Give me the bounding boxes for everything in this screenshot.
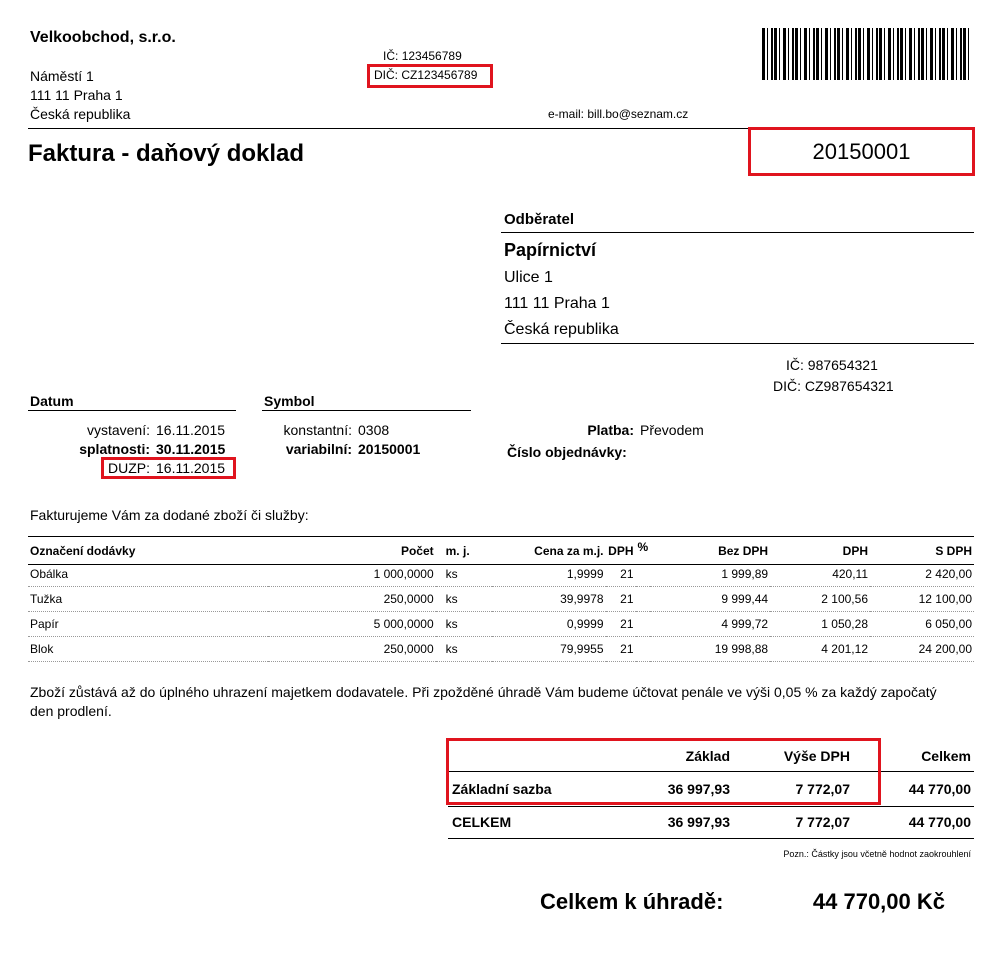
col-net: Bez DPH	[718, 544, 769, 558]
col-gross: S DPH	[935, 544, 972, 558]
summary-mid-line	[448, 806, 974, 807]
highlight-seller-dic	[367, 64, 493, 88]
issued-label: vystavení:	[86, 422, 150, 438]
retention-note: Zboží zůstává až do úplného uhrazení majetkem dodavatele. Při zpožděné úhradě Vám budeme účtovat penále ve výši 0,05 % za každý započatý den prodlení.	[30, 684, 937, 719]
item-name: Tužka	[28, 587, 268, 612]
due-label: splatnosti:	[79, 441, 150, 457]
item-vat: 21	[606, 612, 636, 637]
customer-dic	[773, 378, 894, 394]
item-qty: 250,0000	[268, 637, 436, 662]
customer-ic-label: IČ:	[786, 357, 804, 373]
total-label: CELKEM	[452, 814, 512, 830]
col-vat-percent: %	[637, 540, 649, 554]
total-base: 36 997,93	[667, 814, 730, 830]
item-unit: ks	[436, 587, 492, 612]
seller-email-value: bill.bo@seznam.cz	[587, 107, 689, 121]
seller-dic-label: DIČ:	[374, 68, 398, 82]
customer-name: Papírnictví	[504, 240, 597, 260]
item-tax: 1 050,28	[770, 612, 870, 637]
items-top-line	[28, 536, 974, 537]
item-unit: ks	[436, 562, 492, 587]
due-date: 30.11.2015	[156, 441, 226, 457]
table-row	[28, 637, 974, 662]
summary-col-total: Celkem	[921, 748, 971, 764]
items-table	[28, 540, 974, 662]
seller-name: Velkoobchod, s.r.o.	[30, 29, 176, 46]
rate-label: Základní sazba	[452, 781, 552, 797]
item-vat: 21	[606, 562, 636, 587]
intro-text: Fakturujeme Vám za dodané zboží či služby:	[30, 507, 309, 523]
customer-bottom-line	[501, 343, 974, 344]
col-tax: DPH	[842, 544, 868, 558]
item-gross: 6 050,00	[870, 612, 974, 637]
customer-dic-label: DIČ:	[773, 378, 801, 394]
item-name: Obálka	[28, 562, 268, 587]
customer-ic-value: 987654321	[807, 357, 878, 373]
seller-country: Česká republika	[30, 106, 131, 122]
symbols-heading-line	[262, 410, 471, 411]
customer-street: Ulice 1	[504, 269, 553, 286]
item-qty: 5 000,0000	[268, 612, 436, 637]
item-net: 1 999,89	[650, 562, 770, 587]
customer-dic-value: CZ987654321	[804, 378, 894, 394]
col-item: Označení dodávky	[30, 544, 136, 558]
symbols-heading: Symbol	[264, 393, 315, 409]
seller-street: Náměstí 1	[30, 68, 94, 84]
item-gross: 12 100,00	[870, 587, 974, 612]
summary-bottom-line	[448, 838, 974, 839]
seller-city: 111 11 Praha 1	[30, 87, 123, 103]
item-tax: 4 201,12	[770, 637, 870, 662]
duzp-date: 16.11.2015	[156, 460, 226, 476]
customer-heading-line	[501, 232, 974, 233]
seller-email-label: e-mail:	[548, 107, 585, 121]
item-net: 9 999,44	[650, 587, 770, 612]
dates-heading-line	[28, 410, 236, 411]
due-total-amount: 44 770,00 Kč	[812, 889, 945, 914]
invoice-number: 20150001	[812, 139, 911, 164]
rate-base: 36 997,93	[667, 781, 730, 797]
payment-method: Převodem	[640, 422, 704, 438]
rate-vat: 7 772,07	[795, 781, 850, 797]
dates-heading: Datum	[30, 393, 74, 409]
highlight-summary	[446, 738, 881, 805]
col-qty: Počet	[400, 544, 434, 558]
highlight-duzp	[101, 457, 236, 479]
customer-heading: Odběratel	[504, 211, 575, 228]
col-vat: DPH	[608, 544, 634, 558]
table-row	[28, 612, 974, 637]
col-price: Cena za m.j.	[534, 544, 604, 558]
seller-email	[548, 107, 688, 121]
total-vat: 7 772,07	[795, 814, 850, 830]
order-number-label: Číslo objednávky:	[507, 444, 627, 460]
customer-country: Česká republika	[504, 321, 619, 338]
seller-ic-value: 123456789	[401, 49, 462, 63]
item-net: 19 998,88	[650, 637, 770, 662]
item-net: 4 999,72	[650, 612, 770, 637]
table-row	[28, 587, 974, 612]
summary-col-vat: Výše DPH	[783, 748, 850, 764]
col-unit: m. j.	[445, 544, 470, 558]
item-qty: 1 000,0000	[268, 562, 436, 587]
payment-method-label: Platba:	[587, 422, 634, 438]
item-price: 39,9978	[492, 587, 606, 612]
summary-col-base: Základ	[685, 748, 730, 764]
due-total-label: Celkem k úhradě:	[540, 889, 724, 914]
item-tax: 2 100,56	[770, 587, 870, 612]
item-tax: 420,11	[770, 562, 870, 587]
item-qty: 250,0000	[268, 587, 436, 612]
item-unit: ks	[436, 637, 492, 662]
item-unit: ks	[436, 612, 492, 637]
table-row	[28, 562, 974, 587]
customer-city: 111 11 Praha 1	[504, 295, 610, 312]
issued-date: 16.11.2015	[156, 422, 226, 438]
rate-total: 44 770,00	[908, 781, 971, 797]
item-name: Papír	[28, 612, 268, 637]
seller-ic	[383, 49, 462, 63]
constant-symbol-label: konstantní:	[283, 422, 352, 438]
variable-symbol: 20150001	[358, 441, 421, 457]
seller-ic-label: IČ:	[383, 49, 399, 63]
item-name: Blok	[28, 637, 268, 662]
customer-ic	[786, 357, 878, 373]
rounding-note: Pozn.: Částky jsou včetně hodnot zaokrouhlení	[783, 849, 971, 859]
barcode	[762, 28, 970, 80]
item-price: 79,9955	[492, 637, 606, 662]
item-price: 0,9999	[492, 612, 606, 637]
item-vat: 21	[606, 587, 636, 612]
items-header-row	[28, 540, 974, 562]
invoice-title: Faktura - daňový doklad	[28, 140, 305, 167]
seller-dic-value: CZ123456789	[401, 68, 478, 82]
variable-symbol-label: variabilní:	[285, 441, 352, 457]
item-gross: 2 420,00	[870, 562, 974, 587]
item-gross: 24 200,00	[870, 637, 974, 662]
duzp-label: DUZP:	[108, 460, 150, 476]
constant-symbol: 0308	[358, 422, 390, 438]
item-vat: 21	[606, 637, 636, 662]
total-total: 44 770,00	[908, 814, 971, 830]
item-price: 1,9999	[492, 562, 606, 587]
